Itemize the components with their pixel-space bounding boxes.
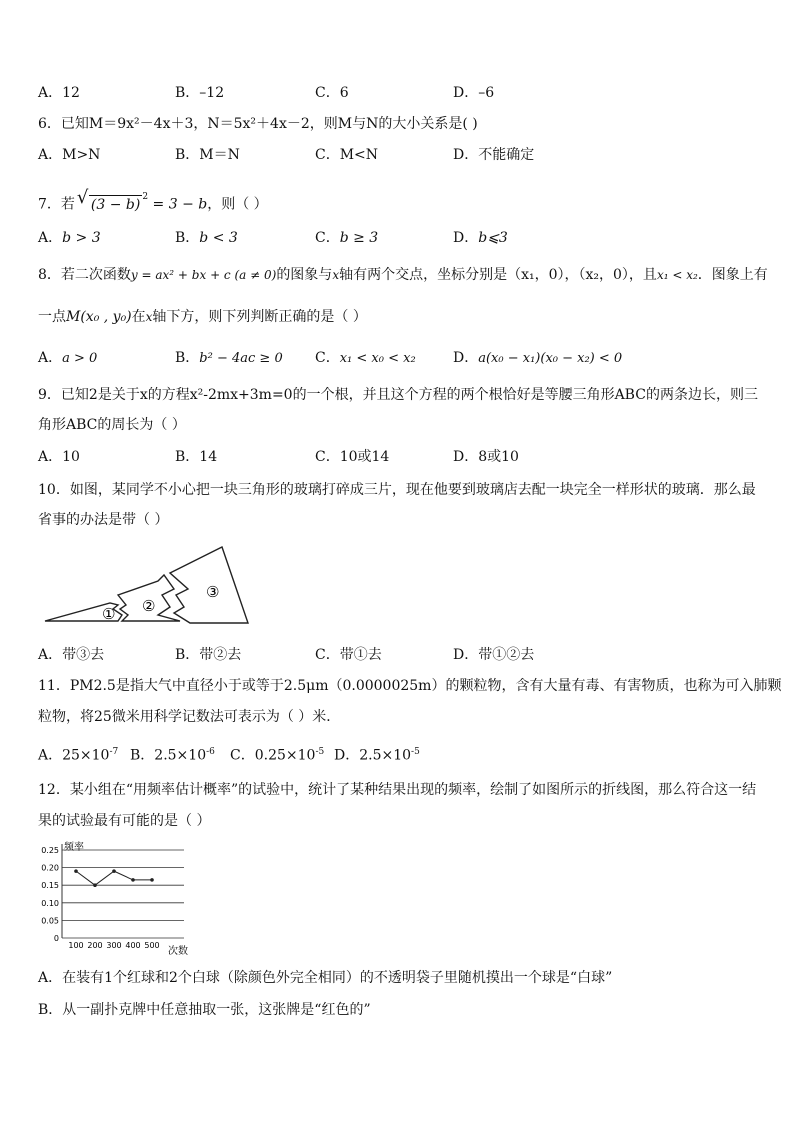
chart-data-point xyxy=(131,878,135,882)
chart-xlabel: 次数 xyxy=(168,946,188,957)
q10-option-a: A．带③去 xyxy=(38,647,105,663)
q12-option-a: A．在装有1个红球和2个白球（除颜色外完全相同）的不透明袋子里随机摸出一个球是“白球” xyxy=(38,970,613,986)
q8-point: M(x₀ , y₀) xyxy=(66,309,132,325)
q7-option-c-math: b ≥ 3 xyxy=(339,230,379,246)
chart-x-tick-label: 200 xyxy=(87,941,103,950)
q9-stem-line2: 角形ABC的周长为（ ） xyxy=(38,417,186,433)
q10-stem-line1: 10．如图，某同学不小心把一块三角形的玻璃打碎成三片，现在他要到玻璃店去配一块完全一样形状的玻璃．那么最 xyxy=(38,482,756,498)
q10-stem-line2: 省事的办法是带（ ） xyxy=(38,512,169,528)
q12-stem-line1: 12．某小组在“用频率估计概率”的试验中，统计了某种结果出现的频率，绘制了如图所示的折线图，那么符合这一结 xyxy=(38,782,757,798)
chart-series-line xyxy=(76,871,152,885)
q7-option-b: B．b < 3 xyxy=(175,230,238,246)
chart-data-point xyxy=(93,883,97,887)
q6-option-b: B．M＝N xyxy=(175,147,240,163)
q7-stem xyxy=(38,187,268,214)
q6-option-c: C．M<N xyxy=(315,147,379,163)
chart-ylabel: 频率 xyxy=(64,842,84,853)
q7-radicand: (3 − b) xyxy=(90,196,141,213)
q11-option-d: D．$2.5\times 10^{-5}$ xyxy=(334,747,420,764)
q11-option-b: B．$2.5\times 10^{-6}$ xyxy=(130,747,215,764)
q8-condition: x₁ < x₂ xyxy=(656,268,698,282)
q7-prefix: 7．若 xyxy=(38,196,75,213)
chart-x-tick-label: 500 xyxy=(144,941,160,950)
q12-option-b: B．从一副扑克牌中任意抽取一张，这张牌是“红色的” xyxy=(38,1002,371,1018)
q11-option-a: A．$25\times 10^{-7}$ xyxy=(38,747,119,764)
q8-option-d: D．a(x₀ − x₁)(x₀ − x₂) < 0 xyxy=(453,350,623,366)
q6-stem: 6．已知M＝9x²－4x＋3，N＝5x²＋4x－2，则M与N的大小关系是( ) xyxy=(38,116,478,132)
q8-stem-line1: 8．若二次函数y = ax² + bx + c (a ≠ 0)的图象与x轴有两个交点，坐标分别是（x₁，0），（x₂，0），且x₁ < x₂．图象上有 xyxy=(38,267,768,283)
chart-x-tick-label: 400 xyxy=(125,941,141,950)
chart-data-point xyxy=(150,878,154,882)
q7-sqrt: √ (3 − b) $^2$ xyxy=(76,187,149,213)
q9-option-d: D．8或10 xyxy=(453,449,519,465)
q11-option-c: C．$0.25\times 10^{-5}$ xyxy=(230,747,325,764)
q11-stem-line2: 粒物，将25微米用科学记数法可表示为（ ）米． xyxy=(38,709,341,725)
q5-option-a: A．12 xyxy=(38,85,80,101)
chart-y-tick-label: 0.05 xyxy=(41,916,59,926)
chart-x-tick-label: 100 xyxy=(68,941,84,950)
q7-option-d-math: b⩽3 xyxy=(478,230,508,246)
q6-option-d: D．不能确定 xyxy=(453,147,535,163)
glass-piece-1-label: ① xyxy=(102,605,116,623)
q7-equation: = 3 − b xyxy=(148,196,208,213)
glass-piece-2-label: ② xyxy=(142,597,156,615)
q10-option-b: B．带②去 xyxy=(175,647,242,663)
q11-stem-line1: 11．PM2.5是指大气中直径小于或等于2.5μm（0.0000025m）的颗粒物，含有大量有毒、有害物质，也称为可入肺颗 xyxy=(38,678,782,694)
q5-option-b: B．–12 xyxy=(175,85,225,101)
q7-option-b-math: b < 3 xyxy=(199,230,238,246)
broken-glass-figure xyxy=(40,545,260,635)
q10-option-c: C．带①去 xyxy=(315,647,382,663)
chart-data-point xyxy=(74,869,78,873)
q9-option-a: A．10 xyxy=(38,449,80,465)
chart-y-tick-label: 0 xyxy=(53,934,59,943)
q8-stem-line2: 一点M(x₀ , y₀)在x轴下方，则下列判断正确的是（ ） xyxy=(38,309,367,325)
q7-suffix: ，则（ ） xyxy=(207,196,268,213)
chart-x-tick-label: 300 xyxy=(106,941,122,950)
q8-option-c: C．x₁ < x₀ < x₂ xyxy=(315,350,416,366)
chart-y-tick-label: 0.20 xyxy=(41,863,59,873)
q12-stem-line2: 果的试验最有可能的是（ ） xyxy=(38,813,211,829)
q10-option-d: D．带①②去 xyxy=(453,647,535,663)
chart-y-tick-label: 0.25 xyxy=(41,846,59,855)
chart-y-tick-label: 0.15 xyxy=(41,881,59,891)
q9-stem-line1: 9．已知2是关于x的方程x²-2mx+3m=0的一个根，并且这个方程的两个根恰好是等腰三角形ABC的两条边长，则三 xyxy=(38,387,758,403)
q5-option-c: C．6 xyxy=(315,85,349,101)
q7-option-a: A．b > 3 xyxy=(38,230,101,246)
chart-y-tick-label: 0.10 xyxy=(41,898,59,908)
q5-option-d: D．–6 xyxy=(453,85,495,101)
q8-function: y = ax² + bx + c (a ≠ 0) xyxy=(130,268,277,282)
q7-option-c: C．b ≥ 3 xyxy=(315,230,379,246)
q7-option-d: D．b⩽3 xyxy=(453,230,508,246)
chart-data-point xyxy=(112,869,116,873)
q7-option-a-math: b > 3 xyxy=(62,230,101,246)
q6-option-a: A．M>N xyxy=(38,147,101,163)
q8-option-a: A．a > 0 xyxy=(38,350,98,366)
glass-piece-3-label: ③ xyxy=(206,583,220,601)
q8-option-b: B．b² − 4ac ≥ 0 xyxy=(175,350,283,366)
frequency-line-chart xyxy=(34,838,194,958)
q9-option-b: B．14 xyxy=(175,449,218,465)
q9-option-c: C．10或14 xyxy=(315,449,390,465)
